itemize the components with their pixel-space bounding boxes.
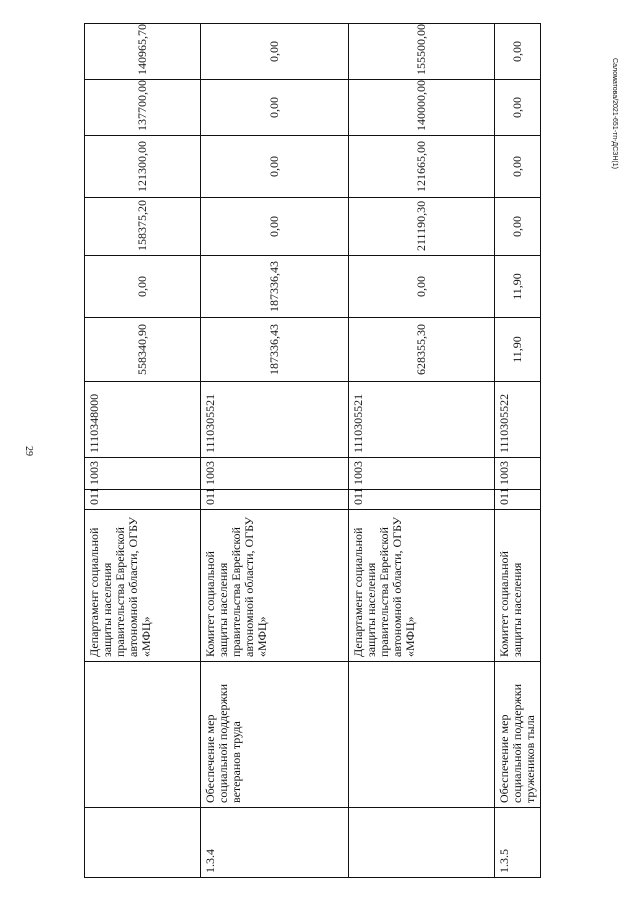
- cell-csr: 1110305522: [495, 382, 541, 458]
- cell-executor: Департамент социальной защиты населения правительства Еврейской автономной области, ОГБУ «МФЦ»: [349, 510, 495, 662]
- cell-csr: 1110348000: [85, 382, 201, 458]
- cell-year-4: 137700,00: [85, 80, 201, 136]
- cell-year-2: 0,00: [495, 198, 541, 256]
- cell-number: 1.3.4: [201, 808, 349, 878]
- table-row: [85, 24, 201, 878]
- cell-number: [349, 808, 495, 878]
- cell-year-5: 0,00: [495, 24, 541, 80]
- cell-rzpr: 1003: [201, 458, 349, 490]
- cell-year-2: 211190,30: [349, 198, 495, 256]
- cell-grbs: 011: [201, 490, 349, 510]
- table-row: [201, 24, 349, 878]
- cell-grbs: 011: [495, 490, 541, 510]
- cell-number: [85, 808, 201, 878]
- document-footer: Саломатова/2021-651-тп-ДСЗН(1): [611, 58, 618, 169]
- cell-year-4: 140000,00: [349, 80, 495, 136]
- cell-number: 1.3.5: [495, 808, 541, 878]
- cell-csr: 1110305521: [349, 382, 495, 458]
- cell-executor: Комитет социальной защиты населения правительства Еврейской автономной области, ОГБУ «МФЦ»: [201, 510, 349, 662]
- cell-total: 11,90: [495, 318, 541, 382]
- cell-event-name: [85, 662, 201, 808]
- cell-rzpr: 1003: [349, 458, 495, 490]
- cell-event-name: Обеспечение мер социальной поддержки тружеников тыла: [495, 662, 541, 808]
- cell-executor: Департамент социальной защиты населения правительства Еврейской автономной области, ОГБУ «МФЦ»: [85, 510, 201, 662]
- cell-year-4: 0,00: [495, 80, 541, 136]
- cell-year-2: 158375,20: [85, 198, 201, 256]
- table-row: [495, 24, 541, 878]
- cell-year-2: 0,00: [201, 198, 349, 256]
- cell-grbs: 011: [85, 490, 201, 510]
- cell-total: 558340,90: [85, 318, 201, 382]
- cell-csr: 1110305521: [201, 382, 349, 458]
- cell-year-1: 11,90: [495, 256, 541, 318]
- rotated-table-container: [84, 24, 537, 878]
- cell-year-1: 0,00: [349, 256, 495, 318]
- cell-year-3: 0,00: [495, 136, 541, 198]
- program-funding-table: [84, 23, 541, 878]
- cell-total: 628355,30: [349, 318, 495, 382]
- cell-year-5: 0,00: [201, 24, 349, 80]
- cell-rzpr: 1003: [495, 458, 541, 490]
- cell-year-5: 140965,70: [85, 24, 201, 80]
- cell-event-name: [349, 662, 495, 808]
- cell-year-1: 0,00: [85, 256, 201, 318]
- cell-year-5: 155500,00: [349, 24, 495, 80]
- table-body: [85, 24, 541, 878]
- cell-year-4: 0,00: [201, 80, 349, 136]
- cell-year-3: 121665,00: [349, 136, 495, 198]
- cell-year-1: 187336,43: [201, 256, 349, 318]
- table-row: [349, 24, 495, 878]
- page-number: 29: [23, 446, 34, 456]
- cell-year-3: 121300,00: [85, 136, 201, 198]
- cell-total: 187336,43: [201, 318, 349, 382]
- cell-rzpr: 1003: [85, 458, 201, 490]
- cell-year-3: 0,00: [201, 136, 349, 198]
- cell-event-name: Обеспечение мер социальной поддержки ветеранов труда: [201, 662, 349, 808]
- cell-grbs: 011: [349, 490, 495, 510]
- cell-executor: Комитет социальной защиты населения: [495, 510, 541, 662]
